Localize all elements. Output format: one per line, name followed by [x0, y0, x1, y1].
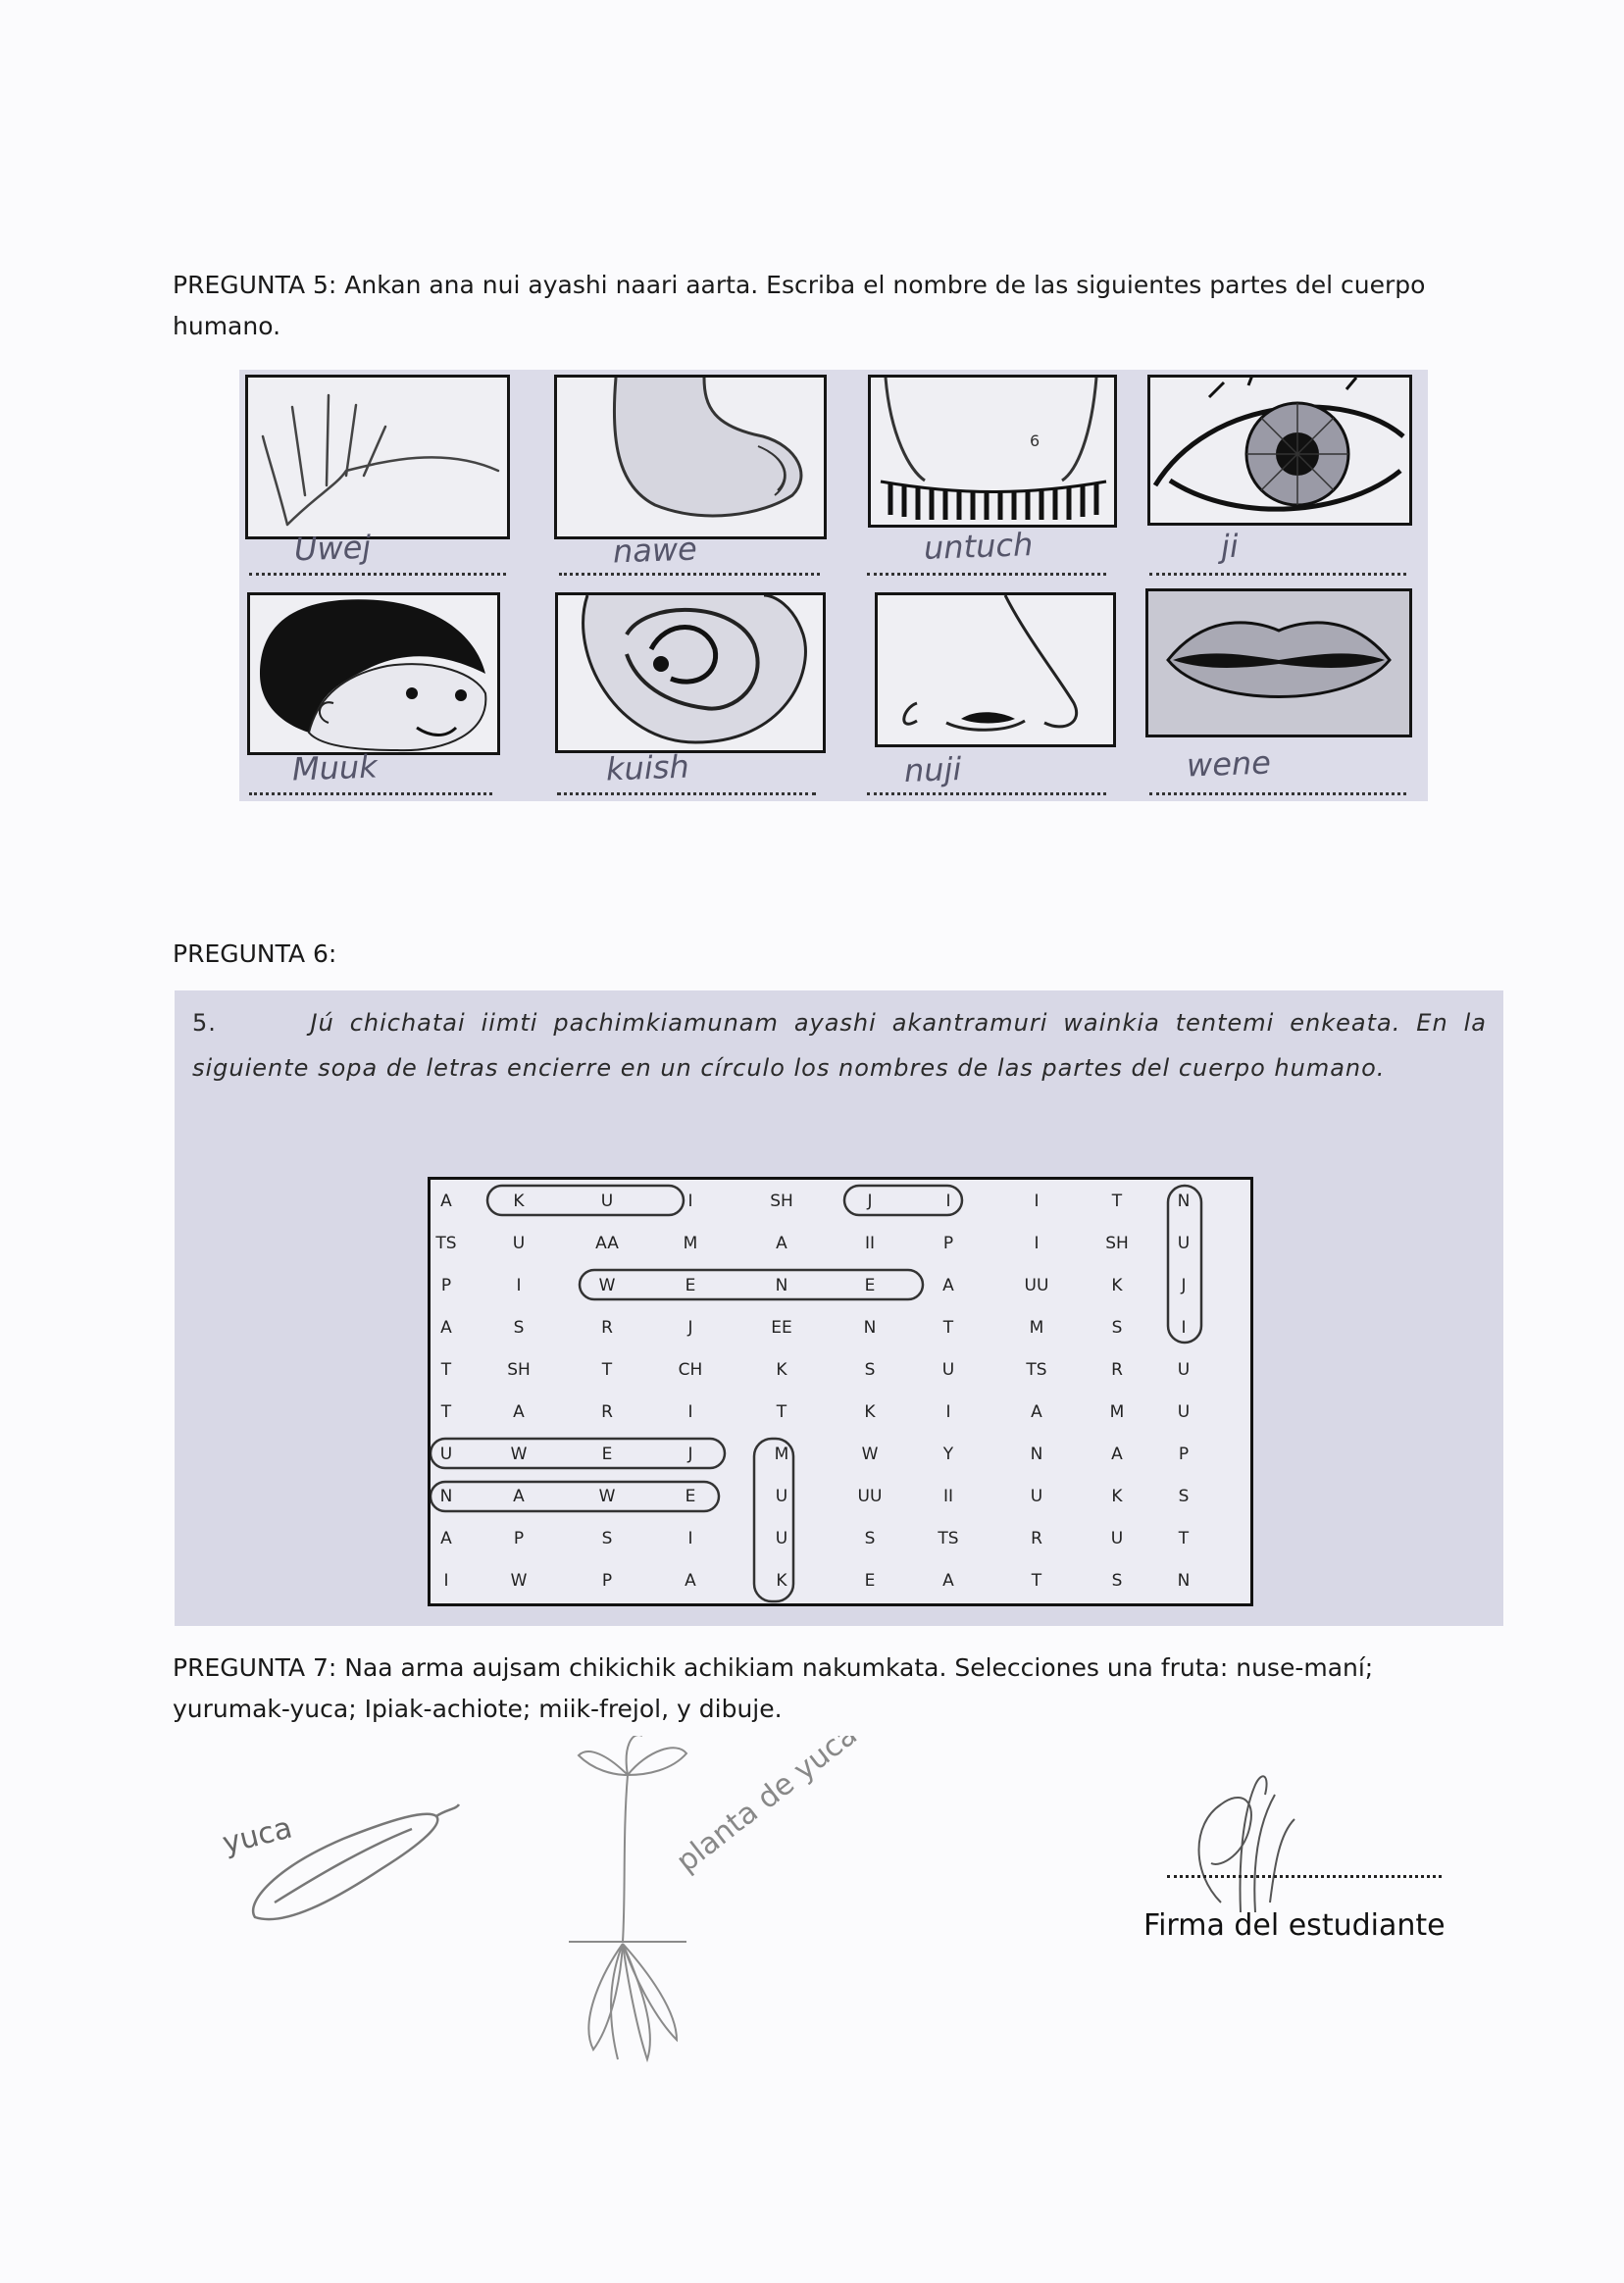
grid-letter: K: [776, 1360, 787, 1380]
word-search-grid: [428, 1177, 1253, 1606]
grid-letter: N: [439, 1487, 453, 1506]
circled-word-uwej: [431, 1439, 725, 1468]
grid-letter: A: [1031, 1402, 1042, 1422]
grid-letter: S: [864, 1529, 876, 1548]
grid-letter: U: [1110, 1529, 1124, 1548]
answer-foot: nawe: [612, 530, 698, 571]
grid-letter: A: [942, 1276, 954, 1295]
grid-letter: U: [775, 1487, 788, 1506]
grid-letter: T: [440, 1360, 452, 1380]
grid-letter: I: [443, 1571, 449, 1591]
grid-letter: SH: [770, 1192, 793, 1211]
belly-icon: [868, 375, 1117, 528]
grid-letter: E: [601, 1445, 613, 1464]
instruction-shuar: Jú chichatai iimti pachimkiamunam ayashi akantramuri wainkia tentemi enkeata.: [310, 1009, 1401, 1037]
grid-letter: I: [1034, 1234, 1040, 1253]
grid-letter: CH: [678, 1360, 703, 1380]
grid-letter: A: [1111, 1445, 1123, 1464]
mouth-icon: [1145, 588, 1412, 737]
yuca-label: yuca: [219, 1810, 296, 1861]
grid-letter: M: [1029, 1318, 1044, 1338]
grid-letter: A: [685, 1571, 696, 1591]
grid-letter: K: [513, 1192, 525, 1211]
grid-letter: A: [942, 1571, 954, 1591]
yuca-plant-icon: [569, 1736, 686, 2059]
grid-letter: U: [1177, 1402, 1191, 1422]
grid-letter: N: [1177, 1571, 1191, 1591]
grid-letter: A: [776, 1234, 787, 1253]
grid-letter: P: [1178, 1445, 1190, 1464]
grid-letter: T: [1178, 1529, 1190, 1548]
grid-letter: N: [863, 1318, 877, 1338]
grid-letter: U: [1177, 1234, 1191, 1253]
grid-letter: N: [1177, 1192, 1191, 1211]
grid-letter: S: [513, 1318, 525, 1338]
grid-letter: E: [864, 1276, 876, 1295]
grid-letter: W: [598, 1487, 616, 1506]
answer-line[interactable]: [867, 753, 1106, 795]
hand-icon: [245, 375, 510, 539]
question-7-text: PREGUNTA 7: Naa arma aujsam chikichik achikiam nakumkata. Selecciones una fruta: nuse-maní; yurumak-yuca; Ipiak-achiote; miik-frejol, y dibuje.: [173, 1653, 1374, 1723]
grid-letter: U: [600, 1192, 614, 1211]
grid-letter: T: [1111, 1192, 1123, 1211]
question-6-heading: PREGUNTA 6:: [173, 939, 337, 968]
nose-icon: [875, 592, 1116, 747]
grid-letter: M: [774, 1445, 789, 1464]
grid-letter: T: [601, 1360, 613, 1380]
grid-letter: M: [1109, 1402, 1125, 1422]
answer-line[interactable]: [249, 533, 506, 576]
grid-letter: U: [941, 1360, 955, 1380]
grid-letter: UU: [857, 1487, 883, 1506]
circled-word-ji: [844, 1186, 962, 1215]
answer-belly: untuch: [923, 526, 1034, 567]
grid-letter: W: [510, 1445, 528, 1464]
grid-letter: I: [945, 1192, 951, 1211]
grid-letter: I: [516, 1276, 522, 1295]
grid-letter: II: [942, 1487, 954, 1506]
grid-letter: W: [861, 1445, 879, 1464]
grid-letter: J: [687, 1318, 693, 1338]
grid-letter: T: [942, 1318, 954, 1338]
answer-ear: kuish: [605, 747, 690, 788]
grid-letter: J: [1181, 1276, 1187, 1295]
grid-letter: R: [1031, 1529, 1042, 1548]
grid-letter: T: [440, 1402, 452, 1422]
grid-letter: A: [440, 1318, 452, 1338]
grid-letter: TS: [938, 1529, 959, 1548]
grid-letter: AA: [595, 1234, 619, 1253]
grid-letter: T: [776, 1402, 787, 1422]
grid-letter: P: [942, 1234, 954, 1253]
grid-letter: K: [776, 1571, 787, 1591]
grid-letter: TS: [435, 1234, 457, 1253]
grid-letter: U: [439, 1445, 453, 1464]
grid-letter: S: [1111, 1318, 1123, 1338]
grid-letter: S: [1178, 1487, 1190, 1506]
grid-letter: I: [687, 1192, 693, 1211]
grid-letter: K: [1111, 1487, 1123, 1506]
head-icon: [247, 592, 500, 755]
grid-letter: K: [1111, 1276, 1123, 1295]
answer-nose: nuji: [903, 749, 962, 790]
grid-letter: A: [513, 1487, 525, 1506]
grid-letter: K: [864, 1402, 876, 1422]
grid-letter: A: [440, 1192, 452, 1211]
grid-letter: P: [440, 1276, 452, 1295]
grid-letter: EE: [771, 1318, 792, 1338]
grid-letter: S: [1111, 1571, 1123, 1591]
student-drawing: [216, 1736, 922, 2099]
word-search-instruction: [192, 1000, 1487, 1091]
grid-letter: E: [864, 1571, 876, 1591]
answer-line[interactable]: [1149, 533, 1406, 576]
grid-letter: A: [440, 1529, 452, 1548]
grid-letter: Y: [942, 1445, 954, 1464]
word-search-letters: [431, 1180, 1250, 1603]
grid-letter: W: [510, 1571, 528, 1591]
grid-letter: U: [512, 1234, 526, 1253]
grid-letter: I: [687, 1402, 693, 1422]
grid-letter: TS: [1026, 1360, 1047, 1380]
grid-letter: A: [513, 1402, 525, 1422]
grid-letter: J: [687, 1445, 693, 1464]
grid-letter: U: [775, 1529, 788, 1548]
instruction-es: En la siguiente sopa de letras encierre en un círculo los nombres de las partes del cuerpo humano.: [192, 1009, 1487, 1082]
grid-letter: I: [1181, 1318, 1187, 1338]
answer-head: Muuk: [291, 747, 379, 788]
grid-letter: SH: [507, 1360, 531, 1380]
grid-letter: E: [685, 1487, 696, 1506]
grid-letter: R: [601, 1402, 613, 1422]
answer-eye: ji: [1220, 527, 1240, 566]
grid-letter: W: [598, 1276, 616, 1295]
question-5-text: PREGUNTA 5: Ankan ana nui ayashi naari aarta. Escriba el nombre de las siguientes partes del cuerpo humano.: [173, 271, 1426, 340]
grid-letter: I: [945, 1402, 951, 1422]
exercise-number: 5.: [192, 1009, 217, 1037]
ear-icon: [555, 592, 826, 753]
signature-mark-icon: [1182, 1765, 1309, 1912]
grid-letter: P: [513, 1529, 525, 1548]
grid-letter: SH: [1105, 1234, 1129, 1253]
plant-label: planta de yuca: [670, 1736, 864, 1880]
grid-letter: I: [687, 1529, 693, 1548]
grid-letter: N: [1030, 1445, 1043, 1464]
eye-icon: [1147, 375, 1412, 526]
signature-label: Firma del estudiante: [1143, 1908, 1446, 1943]
grid-letter: M: [683, 1234, 698, 1253]
circled-word-nawe: [431, 1482, 719, 1511]
grid-letter: S: [864, 1360, 876, 1380]
grid-letter: J: [867, 1192, 873, 1211]
grid-letter: E: [685, 1276, 696, 1295]
answer-mouth: wene: [1186, 743, 1272, 785]
signature-line[interactable]: [1167, 1875, 1442, 1878]
foot-icon: [554, 375, 827, 539]
grid-letter: T: [1031, 1571, 1042, 1591]
answer-hand: Uwej: [293, 528, 372, 569]
grid-letter: N: [775, 1276, 788, 1295]
grid-letter: U: [1030, 1487, 1043, 1506]
grid-letter: R: [1111, 1360, 1123, 1380]
grid-letter: UU: [1024, 1276, 1049, 1295]
grid-letter: I: [1034, 1192, 1040, 1211]
grid-letter: U: [1177, 1360, 1191, 1380]
svg-text:6: 6: [1030, 431, 1040, 450]
grid-letter: R: [601, 1318, 613, 1338]
grid-letter: S: [601, 1529, 613, 1548]
grid-letter: P: [601, 1571, 613, 1591]
grid-letter: II: [864, 1234, 876, 1253]
